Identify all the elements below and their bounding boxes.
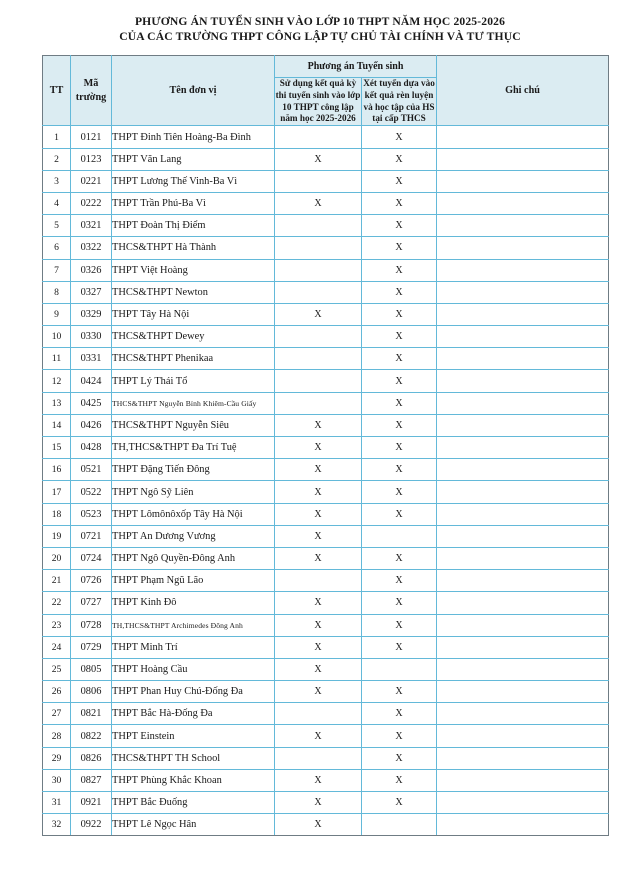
cell-ma-truong: 0425 <box>71 392 112 414</box>
title-line-1: PHƯƠNG ÁN TUYỂN SINH VÀO LỚP 10 THPT NĂM HỌC 2025-2026 <box>134 15 506 28</box>
cell-ma-truong: 0826 <box>71 747 112 769</box>
cell-ghi-chu <box>437 503 609 525</box>
table-row <box>43 792 609 814</box>
cell-su-dung-ket-qua: X <box>275 414 362 436</box>
cell-ma-truong: 0523 <box>71 503 112 525</box>
cell-ghi-chu <box>437 459 609 481</box>
cell-tt: 2 <box>43 148 71 170</box>
cell-ten-don-vi: THCS&THPT TH School <box>112 747 275 769</box>
title-line-2: CỦA CÁC TRƯỜNG THPT CÔNG LẬP TỰ CHỦ TÀI CHÍNH VÀ TƯ THỤC <box>119 30 521 44</box>
table-row <box>43 481 609 503</box>
table-row <box>43 303 609 325</box>
cell-su-dung-ket-qua: X <box>275 503 362 525</box>
cell-xet-tuyen: X <box>362 503 437 525</box>
cell-ten-don-vi: THPT Lương Thế Vinh-Ba Vì <box>112 170 275 192</box>
cell-ghi-chu <box>437 192 609 214</box>
cell-xet-tuyen <box>362 525 437 547</box>
cell-ghi-chu <box>437 570 609 592</box>
cell-ten-don-vi: THPT Phùng Khắc Khoan <box>112 769 275 791</box>
cell-su-dung-ket-qua: X <box>275 725 362 747</box>
table-row <box>43 437 609 459</box>
table-row <box>43 636 609 658</box>
cell-xet-tuyen: X <box>362 459 437 481</box>
cell-xet-tuyen: X <box>362 215 437 237</box>
cell-ma-truong: 0724 <box>71 547 112 569</box>
cell-su-dung-ket-qua: X <box>275 614 362 636</box>
col-header-xet-tuyen: Xét tuyển dựa vào kết quả rèn luyện và học tập của HS tại cấp THCS <box>362 77 437 126</box>
cell-ghi-chu <box>437 170 609 192</box>
cell-ghi-chu <box>437 348 609 370</box>
cell-tt: 6 <box>43 237 71 259</box>
cell-ma-truong: 0922 <box>71 814 112 836</box>
table-row <box>43 814 609 836</box>
cell-xet-tuyen <box>362 658 437 680</box>
cell-ma-truong: 0822 <box>71 725 112 747</box>
table-row <box>43 681 609 703</box>
cell-su-dung-ket-qua <box>275 747 362 769</box>
cell-ma-truong: 0522 <box>71 481 112 503</box>
cell-su-dung-ket-qua: X <box>275 192 362 214</box>
cell-su-dung-ket-qua: X <box>275 525 362 547</box>
cell-xet-tuyen: X <box>362 636 437 658</box>
col-header-ma-truong: Mã trường <box>71 55 112 126</box>
cell-xet-tuyen: X <box>362 237 437 259</box>
cell-ten-don-vi: THPT Bắc Hà-Đống Đa <box>112 703 275 725</box>
cell-su-dung-ket-qua: X <box>275 303 362 325</box>
cell-ma-truong: 0331 <box>71 348 112 370</box>
cell-tt: 22 <box>43 592 71 614</box>
table-row <box>43 769 609 791</box>
cell-tt: 20 <box>43 547 71 569</box>
cell-ghi-chu <box>437 237 609 259</box>
table-row <box>43 281 609 303</box>
cell-su-dung-ket-qua <box>275 703 362 725</box>
cell-xet-tuyen: X <box>362 681 437 703</box>
cell-ghi-chu <box>437 392 609 414</box>
cell-ten-don-vi: THPT Ngô Sỹ Liên <box>112 481 275 503</box>
cell-xet-tuyen: X <box>362 437 437 459</box>
cell-ten-don-vi: THPT Tây Hà Nội <box>112 303 275 325</box>
table-row <box>43 414 609 436</box>
col-header-ten-don-vi: Tên đơn vị <box>112 55 275 126</box>
cell-ghi-chu <box>437 370 609 392</box>
cell-tt: 16 <box>43 459 71 481</box>
table-row <box>43 725 609 747</box>
cell-su-dung-ket-qua: X <box>275 592 362 614</box>
table-row <box>43 703 609 725</box>
table-row <box>43 592 609 614</box>
cell-ma-truong: 0721 <box>71 525 112 547</box>
table-row <box>43 259 609 281</box>
cell-ma-truong: 0222 <box>71 192 112 214</box>
cell-tt: 30 <box>43 769 71 791</box>
cell-su-dung-ket-qua: X <box>275 814 362 836</box>
cell-ma-truong: 0821 <box>71 703 112 725</box>
cell-ten-don-vi: THPT Bắc Đuống <box>112 792 275 814</box>
cell-ten-don-vi: THCS&THPT Nguyễn Bỉnh Khiêm-Cầu Giấy <box>112 392 275 414</box>
cell-ghi-chu <box>437 481 609 503</box>
cell-su-dung-ket-qua <box>275 570 362 592</box>
table-header-row-1 <box>43 55 609 77</box>
cell-ghi-chu <box>437 215 609 237</box>
cell-ma-truong: 0327 <box>71 281 112 303</box>
table-row <box>43 570 609 592</box>
cell-su-dung-ket-qua <box>275 326 362 348</box>
cell-ten-don-vi: THPT Phạm Ngũ Lão <box>112 570 275 592</box>
col-header-group-phuong-an-tuyen-sinh: Phương án Tuyển sinh <box>275 55 437 77</box>
cell-su-dung-ket-qua: X <box>275 437 362 459</box>
cell-su-dung-ket-qua <box>275 259 362 281</box>
cell-ten-don-vi: THCS&THPT Dewey <box>112 326 275 348</box>
table-row <box>43 658 609 680</box>
cell-xet-tuyen: X <box>362 281 437 303</box>
cell-ma-truong: 0326 <box>71 259 112 281</box>
cell-tt: 28 <box>43 725 71 747</box>
cell-ghi-chu <box>437 281 609 303</box>
cell-xet-tuyen: X <box>362 148 437 170</box>
cell-tt: 15 <box>43 437 71 459</box>
cell-ghi-chu <box>437 437 609 459</box>
cell-ten-don-vi: THPT An Dương Vương <box>112 525 275 547</box>
table-body <box>43 126 609 836</box>
cell-ma-truong: 0728 <box>71 614 112 636</box>
cell-tt: 32 <box>43 814 71 836</box>
cell-xet-tuyen: X <box>362 747 437 769</box>
cell-su-dung-ket-qua: X <box>275 481 362 503</box>
cell-su-dung-ket-qua: X <box>275 681 362 703</box>
cell-ghi-chu <box>437 658 609 680</box>
table-row <box>43 525 609 547</box>
table-header <box>43 55 609 126</box>
cell-su-dung-ket-qua: X <box>275 658 362 680</box>
admission-table-wrapper <box>42 55 608 837</box>
cell-ghi-chu <box>437 636 609 658</box>
cell-ghi-chu <box>437 614 609 636</box>
cell-su-dung-ket-qua <box>275 370 362 392</box>
cell-tt: 25 <box>43 658 71 680</box>
cell-tt: 27 <box>43 703 71 725</box>
cell-ma-truong: 0727 <box>71 592 112 614</box>
table-row <box>43 503 609 525</box>
cell-ma-truong: 0921 <box>71 792 112 814</box>
cell-tt: 17 <box>43 481 71 503</box>
cell-ghi-chu <box>437 747 609 769</box>
table-row <box>43 192 609 214</box>
cell-xet-tuyen: X <box>362 792 437 814</box>
cell-ghi-chu <box>437 769 609 791</box>
cell-xet-tuyen: X <box>362 170 437 192</box>
cell-su-dung-ket-qua <box>275 237 362 259</box>
cell-ghi-chu <box>437 525 609 547</box>
cell-ten-don-vi: THPT Lý Thái Tổ <box>112 370 275 392</box>
table-row <box>43 326 609 348</box>
cell-xet-tuyen: X <box>362 348 437 370</box>
cell-su-dung-ket-qua: X <box>275 769 362 791</box>
cell-ten-don-vi: THCS&THPT Newton <box>112 281 275 303</box>
cell-ten-don-vi: THPT Đặng Tiến Đông <box>112 459 275 481</box>
cell-xet-tuyen: X <box>362 703 437 725</box>
cell-ghi-chu <box>437 414 609 436</box>
cell-tt: 18 <box>43 503 71 525</box>
table-row <box>43 614 609 636</box>
cell-ma-truong: 0729 <box>71 636 112 658</box>
cell-su-dung-ket-qua: X <box>275 148 362 170</box>
cell-ten-don-vi: TH,THCS&THPT Archimedes Đông Anh <box>112 614 275 636</box>
cell-ten-don-vi: THPT Minh Trí <box>112 636 275 658</box>
cell-su-dung-ket-qua <box>275 348 362 370</box>
cell-tt: 29 <box>43 747 71 769</box>
cell-su-dung-ket-qua <box>275 281 362 303</box>
table-row <box>43 126 609 148</box>
cell-tt: 7 <box>43 259 71 281</box>
cell-tt: 24 <box>43 636 71 658</box>
cell-ten-don-vi: THPT Lê Ngọc Hân <box>112 814 275 836</box>
cell-ten-don-vi: THPT Văn Lang <box>112 148 275 170</box>
cell-ten-don-vi: THCS&THPT Phenikaa <box>112 348 275 370</box>
table-row <box>43 747 609 769</box>
cell-ten-don-vi: THPT Ngô Quyền-Đông Anh <box>112 547 275 569</box>
table-row <box>43 348 609 370</box>
cell-xet-tuyen: X <box>362 126 437 148</box>
cell-xet-tuyen: X <box>362 414 437 436</box>
cell-tt: 5 <box>43 215 71 237</box>
cell-su-dung-ket-qua <box>275 392 362 414</box>
table-row <box>43 547 609 569</box>
cell-tt: 1 <box>43 126 71 148</box>
cell-su-dung-ket-qua <box>275 126 362 148</box>
cell-ma-truong: 0221 <box>71 170 112 192</box>
cell-ghi-chu <box>437 126 609 148</box>
cell-tt: 4 <box>43 192 71 214</box>
table-row <box>43 237 609 259</box>
cell-su-dung-ket-qua <box>275 170 362 192</box>
cell-su-dung-ket-qua: X <box>275 459 362 481</box>
cell-xet-tuyen: X <box>362 370 437 392</box>
cell-xet-tuyen: X <box>362 192 437 214</box>
cell-ten-don-vi: THPT Hoàng Cầu <box>112 658 275 680</box>
cell-ghi-chu <box>437 592 609 614</box>
cell-ghi-chu <box>437 326 609 348</box>
cell-ten-don-vi: TH,THCS&THPT Đa Trí Tuệ <box>112 437 275 459</box>
cell-ma-truong: 0805 <box>71 658 112 680</box>
cell-xet-tuyen: X <box>362 725 437 747</box>
cell-ghi-chu <box>437 681 609 703</box>
cell-ghi-chu <box>437 703 609 725</box>
cell-ten-don-vi: THCS&THPT Nguyễn Siêu <box>112 414 275 436</box>
cell-su-dung-ket-qua: X <box>275 792 362 814</box>
cell-ten-don-vi: THPT Việt Hoàng <box>112 259 275 281</box>
cell-ma-truong: 0322 <box>71 237 112 259</box>
table-row <box>43 459 609 481</box>
cell-tt: 19 <box>43 525 71 547</box>
cell-su-dung-ket-qua: X <box>275 547 362 569</box>
cell-su-dung-ket-qua <box>275 215 362 237</box>
cell-xet-tuyen: X <box>362 547 437 569</box>
cell-ten-don-vi: THPT Đinh Tiên Hoàng-Ba Đình <box>112 126 275 148</box>
cell-ma-truong: 0806 <box>71 681 112 703</box>
cell-tt: 9 <box>43 303 71 325</box>
cell-ma-truong: 0321 <box>71 215 112 237</box>
cell-ma-truong: 0330 <box>71 326 112 348</box>
cell-xet-tuyen: X <box>362 303 437 325</box>
cell-tt: 11 <box>43 348 71 370</box>
table-row <box>43 148 609 170</box>
cell-tt: 13 <box>43 392 71 414</box>
cell-xet-tuyen: X <box>362 259 437 281</box>
cell-xet-tuyen: X <box>362 326 437 348</box>
cell-ghi-chu <box>437 259 609 281</box>
cell-su-dung-ket-qua: X <box>275 636 362 658</box>
cell-tt: 21 <box>43 570 71 592</box>
cell-ma-truong: 0827 <box>71 769 112 791</box>
cell-tt: 10 <box>43 326 71 348</box>
table-row <box>43 392 609 414</box>
cell-ten-don-vi: THPT Einstein <box>112 725 275 747</box>
cell-ten-don-vi: THPT Đoàn Thị Điểm <box>112 215 275 237</box>
cell-tt: 31 <box>43 792 71 814</box>
cell-xet-tuyen: X <box>362 592 437 614</box>
admission-table <box>42 55 609 837</box>
cell-tt: 14 <box>43 414 71 436</box>
cell-ma-truong: 0521 <box>71 459 112 481</box>
cell-ghi-chu <box>437 725 609 747</box>
cell-ma-truong: 0726 <box>71 570 112 592</box>
cell-tt: 12 <box>43 370 71 392</box>
cell-ma-truong: 0123 <box>71 148 112 170</box>
cell-xet-tuyen: X <box>362 392 437 414</box>
cell-xet-tuyen: X <box>362 570 437 592</box>
cell-ten-don-vi: THPT Trần Phú-Ba Vì <box>112 192 275 214</box>
cell-ma-truong: 0428 <box>71 437 112 459</box>
cell-ghi-chu <box>437 547 609 569</box>
col-header-ghi-chu: Ghi chú <box>437 55 609 126</box>
cell-xet-tuyen: X <box>362 614 437 636</box>
cell-tt: 8 <box>43 281 71 303</box>
cell-xet-tuyen <box>362 814 437 836</box>
cell-xet-tuyen: X <box>362 481 437 503</box>
cell-ghi-chu <box>437 148 609 170</box>
table-row <box>43 170 609 192</box>
cell-ma-truong: 0426 <box>71 414 112 436</box>
cell-ten-don-vi: THPT Phan Huy Chú-Đống Đa <box>112 681 275 703</box>
cell-ghi-chu <box>437 792 609 814</box>
col-header-tt: TT <box>43 55 71 126</box>
cell-xet-tuyen: X <box>362 769 437 791</box>
cell-tt: 3 <box>43 170 71 192</box>
cell-ghi-chu <box>437 814 609 836</box>
col-header-su-dung-ket-qua: Sử dụng kết quả kỳ thi tuyển sinh vào lớp 10 THPT công lập năm học 2025-2026 <box>275 77 362 126</box>
cell-ma-truong: 0329 <box>71 303 112 325</box>
cell-ma-truong: 0424 <box>71 370 112 392</box>
cell-ten-don-vi: THPT Kinh Đô <box>112 592 275 614</box>
cell-tt: 23 <box>43 614 71 636</box>
table-row <box>43 370 609 392</box>
cell-tt: 26 <box>43 681 71 703</box>
cell-ten-don-vi: THCS&THPT Hà Thành <box>112 237 275 259</box>
cell-ma-truong: 0121 <box>71 126 112 148</box>
table-row <box>43 215 609 237</box>
cell-ghi-chu <box>437 303 609 325</box>
cell-ten-don-vi: THPT Lômônôxốp Tây Hà Nội <box>112 503 275 525</box>
page-title <box>0 0 640 45</box>
